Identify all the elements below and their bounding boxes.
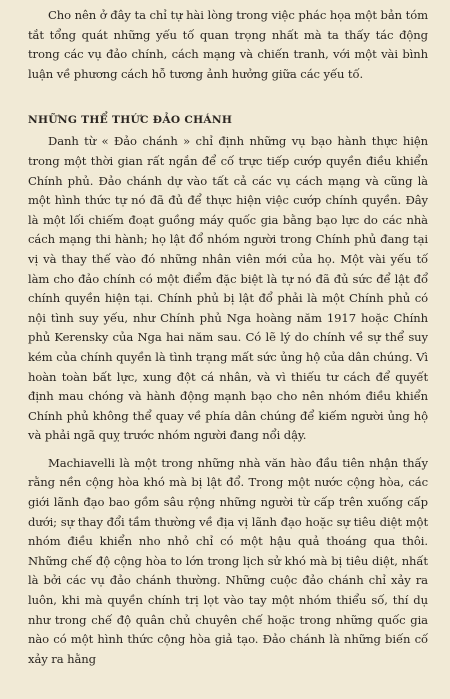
paragraph-gap xyxy=(28,446,428,454)
body-paragraph-1: Danh từ « Đảo chánh » chỉ định những vụ bạo hành thực hiện trong một thời gian rất ngắn để cố trực tiếp cướp quyền điều khiển Chính phủ. Đảo chánh dự vào tất cả các vụ cách mạng và cũng là một hình thức tự nó đã đủ để thực hiện việc cướp chính quyền. Đây là một lối chiếm đoạt guồng máy quốc gia bằng bạo lực do các nhà cách mạng thi hành; họ lật đổ nhóm người trong Chính phủ đang tại vị và thay thế vào đó những nhân viên mới của họ. Một vài yếu tố làm cho đảo chính có một điểm đặc biệt là tự nó đã đủ sức để lật đổ chính quyền hiện tại. Chính phủ bị lật đổ phải là một Chính phủ có nội tình suy yếu, như Chính phủ Nga hoàng năm 1917 hoặc Chính phủ Kerensky của Nga hai năm sau. Có lẽ lý do chính về sự thể suy kém của chính quyền là tình trạng mất sức ủng hộ của dân chúng. Vì hoàn toàn bất lực, xung đột cá nhân, và vì thiếu tư cách để quyết định mau chóng và hành động mạnh bạo cho nên nhóm điều khiển Chính phủ không thể quay về phía dân chúng để kiếm người ủng hộ và phải ngã quỵ trước nhóm người đang nổi dậy. xyxy=(28,134,428,443)
section-heading: NHỮNG THỂ THỨC ĐẢO CHÁNH xyxy=(28,114,233,127)
body-paragraph-2: Machiavelli là một trong những nhà văn hào đầu tiên nhận thấy rằng nền cộng hòa khó mà bị lật đổ. Trong một nước cộng hòa, các giới lãnh đạo bao gồm sâu rộng những người từ cấp trên xuống cấp dưới; sự thay đổi tầm thường về địa vị lãnh đạo hoặc sự tiêu diệt một nhóm điều khiển nho nhỏ chỉ có một hậu quả thoáng qua thôi. Những chế độ cộng hòa to lớn trong lịch sử khó mà bị tiêu diệt, nhất là bởi các vụ đảo chánh thường. Những cuộc đảo chánh chỉ xảy ra luôn, khi mà quyền chính trị lọt vào tay một nhóm thiểu số, thí dụ như trong chế độ quân chủ chuyên chế hoặc trong những quốc gia nào có một hình thức cộng hòa giả tạo. Đảo chánh là những biến cố xảy ra hằng xyxy=(28,455,428,666)
intro-paragraph: Cho nên ở đây ta chỉ tự hài lòng trong việc phác họa một bản tóm tắt tổng quát những yếu tố quan trọng nhất mà ta thấy tác động trong các vụ đảo chính, cách mạng và chiến tranh, với một vài bình luận về phương cách hỗ tương ảnh hưởng giữa các yếu tố. xyxy=(28,8,428,81)
